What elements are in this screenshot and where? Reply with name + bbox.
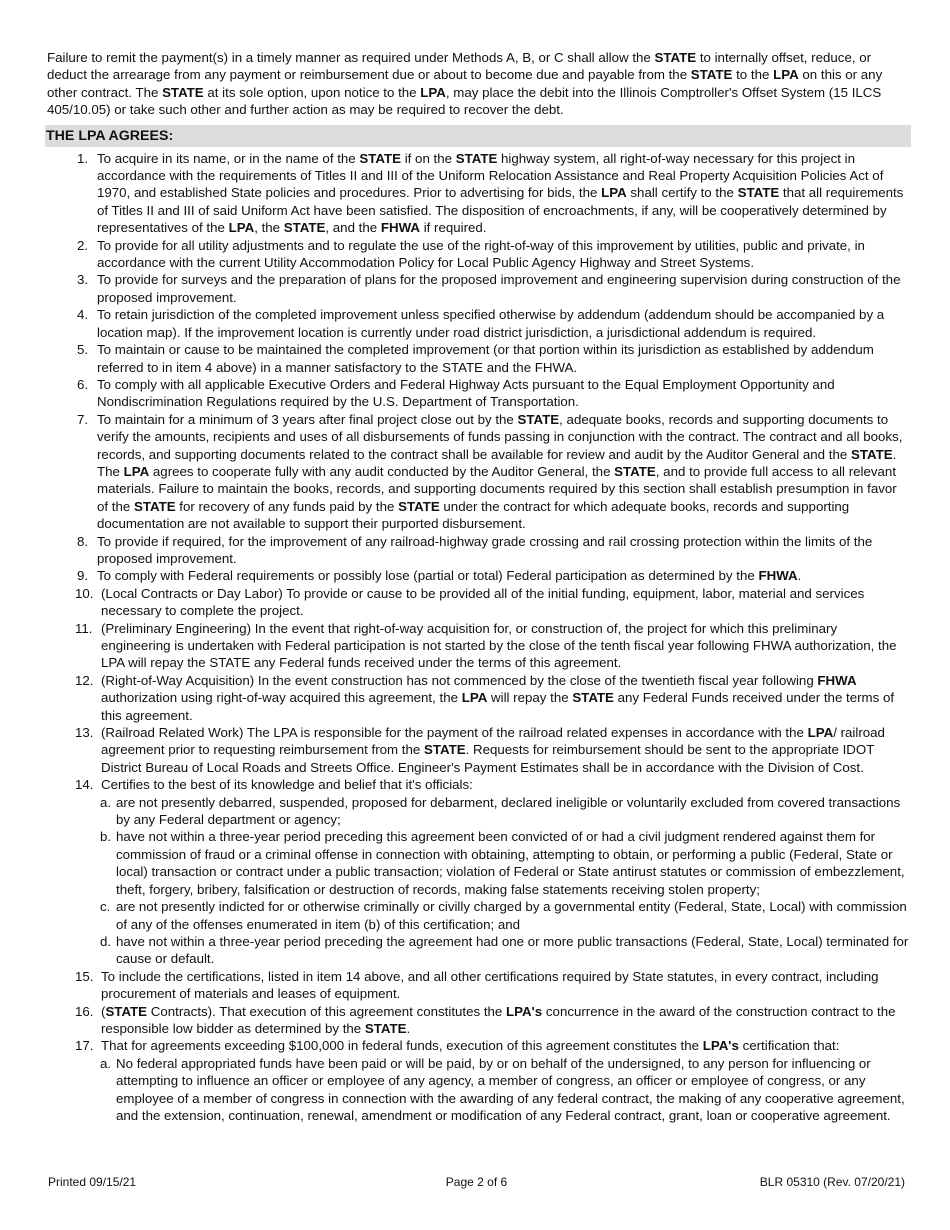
bold-term: STATE bbox=[614, 463, 656, 479]
item-text bbox=[101, 725, 885, 775]
agreement-item bbox=[47, 150, 909, 237]
item-number: 4. bbox=[77, 307, 89, 323]
item-text bbox=[101, 1004, 896, 1036]
bold-term: STATE bbox=[364, 1020, 407, 1036]
item-text bbox=[97, 412, 902, 531]
agreement-item bbox=[47, 376, 909, 411]
agreement-item bbox=[47, 533, 909, 568]
sub-item-letter: a. bbox=[100, 1055, 112, 1071]
text-run: To provide for surveys and the preparation of plans for the proposed improvement and engineering supervision during construction of the proposed improvement. bbox=[97, 272, 901, 305]
item-number: 11. bbox=[75, 620, 93, 636]
bold-term: LPA bbox=[461, 690, 488, 706]
sub-item-text: No federal appropriated funds have been paid or will be paid, by or on behalf of the undersigned, to any person for influencing or attempting to influence an officer or employee of any agency, a member of congress, an officer or employee of congress, or any employee of a member of congress in connection with the awarding of any federal contract, the making of any cooperative agreement, and the extension, continuation, renewal, amendment or modification of any Federal contract, grant, loan or cooperative agreement. bbox=[116, 1055, 905, 1123]
agreement-item bbox=[47, 724, 909, 776]
sub-item bbox=[100, 828, 909, 898]
sub-item bbox=[100, 933, 909, 968]
item-number: 15. bbox=[75, 968, 94, 984]
item-number: 3. bbox=[77, 272, 89, 288]
text-run: . The bbox=[97, 446, 897, 479]
item-text bbox=[97, 568, 801, 583]
bold-term: STATE bbox=[133, 498, 176, 514]
bold-term: LPA's bbox=[702, 1038, 739, 1054]
agreement-item bbox=[47, 672, 909, 724]
agreement-item bbox=[47, 776, 909, 967]
text-run: to the bbox=[732, 67, 774, 83]
page-footer bbox=[48, 1174, 905, 1190]
bold-term: LPA's bbox=[506, 1003, 543, 1019]
bold-term: FHWA bbox=[817, 672, 857, 688]
bold-term: LPA bbox=[601, 185, 627, 201]
agreement-item bbox=[47, 271, 909, 306]
sub-item-text: have not within a three-year period preceding the agreement had one or more public transactions (Federal, State, Local) terminated for cause or default. bbox=[116, 933, 909, 967]
item-number: 6. bbox=[77, 376, 89, 392]
text-run: shall certify to the bbox=[626, 185, 738, 201]
item-text bbox=[101, 586, 864, 618]
agreement-item bbox=[47, 585, 909, 620]
section-heading bbox=[45, 125, 911, 147]
bold-term: LPA bbox=[807, 725, 834, 741]
text-run: if required. bbox=[420, 220, 487, 236]
item-number: 1. bbox=[77, 150, 89, 166]
text-run: To retain jurisdiction of the completed improvement unless specified otherwise by addendum (addendum should be accompanied by a location map). If the improvement location is currently under road district jurisdiction, a jurisdictional addendum is required. bbox=[97, 307, 885, 340]
text-run: To maintain for a minimum of 3 years after final project close out by the bbox=[97, 411, 518, 427]
intro-paragraph bbox=[47, 49, 909, 119]
text-run: . bbox=[797, 568, 802, 584]
agreement-item bbox=[47, 411, 909, 533]
sub-item-text: are not presently indicted for or otherwise criminally or civilly charged by a governmental entity (Federal, State, Local) with commission of any of the offenses enumerated in item (b) of this certification; and bbox=[116, 899, 907, 932]
form-number: BLR 05310 (Rev. 07/20/21) bbox=[759, 1175, 905, 1189]
sub-item-letter: b. bbox=[100, 829, 112, 845]
item-number: 12. bbox=[75, 672, 94, 688]
text-run: To comply with Federal requirements or possibly lose (partial or total) Federal participation as determined by the bbox=[97, 568, 759, 584]
bold-term: STATE bbox=[654, 50, 697, 65]
bold-term: STATE bbox=[572, 690, 614, 706]
agreement-item bbox=[47, 306, 909, 341]
printed-date: Printed 09/15/21 bbox=[48, 1175, 137, 1189]
agreement-item bbox=[47, 341, 909, 376]
text-run: on this or any other contract. The bbox=[47, 67, 883, 100]
text-run: , the bbox=[254, 220, 284, 236]
agreement-item bbox=[47, 237, 909, 272]
item-text bbox=[101, 777, 473, 792]
bold-term: STATE bbox=[423, 742, 466, 758]
text-run: , and the bbox=[325, 220, 381, 236]
text-run: if on the bbox=[401, 150, 456, 166]
text-run: will repay the bbox=[487, 690, 573, 706]
sub-item-letter: c. bbox=[100, 899, 111, 915]
sub-item-text: are not presently debarred, suspended, proposed for debarment, declared ineligible or voluntarily excluded from covered transactions by any Federal department or agency; bbox=[116, 794, 901, 828]
item-number: 2. bbox=[77, 237, 89, 253]
item-text bbox=[97, 377, 835, 409]
text-run: To include the certifications, listed in item 14 above, and all other certifications required by State statutes, in every contract, including procurement of materials and leases of equipment. bbox=[101, 968, 879, 1002]
agreement-list bbox=[47, 150, 909, 1125]
item-number: 9. bbox=[77, 568, 89, 584]
text-run: . bbox=[406, 1020, 411, 1036]
item-number: 14. bbox=[75, 777, 94, 793]
item-number: 13. bbox=[75, 725, 94, 741]
text-run: ( bbox=[101, 1003, 106, 1019]
bold-term: STATE bbox=[105, 1003, 148, 1019]
item-text bbox=[97, 272, 900, 304]
text-run: To provide if required, for the improvement of any railroad-highway grade crossing and rail crossing protection within the limits of the proposed improvement. bbox=[97, 533, 873, 566]
agreement-item bbox=[47, 968, 909, 1003]
item-number: 10. bbox=[75, 585, 94, 601]
bold-term: LPA bbox=[420, 84, 446, 100]
sub-item bbox=[100, 898, 909, 933]
item-text bbox=[97, 238, 865, 270]
bold-term: STATE bbox=[455, 150, 498, 166]
text-run: any Federal Funds received under the terms of this agreement. bbox=[101, 690, 895, 723]
text-run: , may place the debit into the Illinois Comptroller's Offset System (15 ILCS 405/10.05) or take such other and further action as may be required to recover the debt. bbox=[47, 84, 882, 118]
text-run: (Right-of-Way Acquisition) In the event construction has not commenced by the close of the twentieth fiscal year following bbox=[101, 672, 818, 688]
text-run: . Requests for reimbursement should be sent to the appropriate IDOT District Bureau of Local Roads and Streets Office. Engineer's Payment Estimates shall be in accordance with the Division of Cost. bbox=[101, 742, 875, 775]
bold-term: LPA bbox=[773, 67, 799, 83]
text-run: To maintain or cause to be maintained the completed improvement (or that portion within its jurisdiction as established by addendum referred to in item 4 above) in a manner satisfactory to the STATE and the FHWA. bbox=[97, 342, 874, 375]
text-run: That for agreements exceeding $100,000 in federal funds, execution of this agreement constitutes the bbox=[101, 1038, 703, 1054]
page-number: Page 2 of 6 bbox=[445, 1175, 508, 1189]
text-run: to internally offset, reduce, or deduct the arrearage from any payment or reimbursement due or about to become due and payable from the bbox=[47, 50, 872, 83]
text-run: for recovery of any funds paid by the bbox=[175, 498, 399, 514]
section-heading-text: THE LPA AGREES: bbox=[46, 127, 174, 144]
item-text bbox=[97, 342, 874, 374]
text-run: authorization using right-of-way acquired this agreement, the bbox=[101, 690, 462, 706]
agreement-item bbox=[47, 567, 909, 584]
bold-term: STATE bbox=[690, 67, 733, 83]
text-run: Certifies to the best of its knowledge and belief that it's officials: bbox=[101, 777, 473, 793]
item-number: 17. bbox=[75, 1038, 94, 1054]
text-run: at its sole option, upon notice to the bbox=[203, 84, 421, 100]
item-text bbox=[101, 621, 897, 671]
bold-term: STATE bbox=[283, 220, 326, 236]
item-text bbox=[101, 673, 894, 723]
sub-item-letter: a. bbox=[100, 794, 112, 810]
item-number: 16. bbox=[75, 1003, 94, 1019]
bold-term: STATE bbox=[359, 150, 402, 166]
bold-term: STATE bbox=[162, 84, 204, 100]
text-run: (Local Contracts or Day Labor) To provide or cause to be provided all of the initial funding, equipment, labor, material and services necessary to complete the project. bbox=[101, 585, 865, 619]
bold-term: STATE bbox=[850, 446, 893, 462]
item-number: 7. bbox=[77, 411, 89, 427]
text-run: To acquire in its name, or in the name of the bbox=[97, 150, 360, 166]
text-run: To comply with all applicable Executive Orders and Federal Highway Acts pursuant to the Equal Employment Opportunity and Nondiscrimination Regulations required by the U.S. Department of Transportation. bbox=[97, 376, 835, 410]
sub-list bbox=[101, 794, 909, 968]
agreement-item bbox=[47, 1037, 909, 1124]
text-run: (Railroad Related Work) The LPA is responsible for the payment of the railroad related expenses in accordance with the bbox=[101, 725, 808, 741]
text-run: To provide for all utility adjustments and to regulate the use of the right-of-way of this improvement by utilities, public and private, in accordance with the current Utility Accommodation Policy for Local Public Agency Highway and Street Systems. bbox=[97, 237, 865, 271]
text-run: highway system, all right-of-way necessary for this project in accordance with the requirements of Titles II and III of the Uniform Relocation Assistance and Real Property Acquisition Policies Act of 1970, and established State policies and procedures. Prior to advertising for bids, the bbox=[97, 150, 884, 201]
document-page bbox=[47, 49, 909, 1124]
text-run: concurrence in the award of the construction contract to the responsible low bidder as determined by the bbox=[101, 1003, 896, 1036]
text-run: agrees to cooperate fully with any audit conducted by the Auditor General, the bbox=[149, 463, 615, 479]
text-run: , and to provide full access to all relevant materials. Failure to maintain the books, records, and supporting documents required by this section shall establish presumption in favor of the bbox=[97, 463, 897, 514]
text-run: / railroad agreement prior to requesting reimbursement from the bbox=[101, 725, 885, 758]
sub-item-text: have not within a three-year period preceding this agreement been convicted of or had a civil judgment rendered against them for commission of fraud or a criminal offense in connection with obtaining, attempting to obtain, or performing a public (Federal, State or local) transaction or contract under a public transaction; violation of Federal or State antirust statutes or commission of embezzlement, theft, forgery, bribery, falsification or destruction of records, making false statements receiving stolen property; bbox=[116, 829, 905, 897]
item-number: 8. bbox=[77, 533, 89, 549]
item-text bbox=[97, 534, 872, 566]
item-text bbox=[101, 969, 879, 1001]
text-run: under the contract for which adequate books, records and supporting documentation are not available to support their purported disbursement. bbox=[97, 498, 850, 532]
bold-term: FHWA bbox=[758, 568, 798, 584]
agreement-item bbox=[47, 1003, 909, 1038]
agreement-item bbox=[47, 620, 909, 672]
item-number: 5. bbox=[77, 342, 89, 358]
bold-term: FHWA bbox=[380, 220, 420, 236]
text-run: Contracts). That execution of this agreement constitutes the bbox=[147, 1003, 507, 1019]
item-text bbox=[97, 151, 903, 236]
text-run: Failure to remit the payment(s) in a timely manner as required under Methods A, B, or C shall allow the bbox=[47, 50, 655, 65]
sub-item-letter: d. bbox=[100, 933, 112, 949]
sub-item bbox=[100, 1055, 909, 1125]
text-run: certification that: bbox=[738, 1038, 840, 1054]
text-run: that all requirements of Titles II and III of said Uniform Act have been satisfied. The disposition of encroachments, if any, will be cooperatively determined by representatives of the bbox=[97, 185, 904, 236]
bold-term: STATE bbox=[737, 185, 780, 201]
sub-item bbox=[100, 794, 909, 829]
item-text bbox=[97, 307, 884, 339]
sub-list bbox=[101, 1055, 909, 1125]
item-text bbox=[101, 1038, 839, 1053]
bold-term: STATE bbox=[398, 498, 440, 514]
text-run: , adequate books, records and supporting documents to verify the amounts, recipients and uses of all disbursements of funds passing in conjunction with the contract. The contract and all books, records, and supporting documents related to the contract shall be available for review and audit by the Auditor General and the bbox=[97, 411, 903, 462]
text-run: (Preliminary Engineering) In the event that right-of-way acquisition for, or construction of, the project for which this preliminary engineering is undertaken with Federal participation is not started by the close of the tenth fiscal year following FHWA authorization, the LPA will repay the STATE any Federal funds received under the terms of this agreement. bbox=[101, 620, 897, 671]
bold-term: LPA bbox=[228, 220, 255, 236]
bold-term: STATE bbox=[517, 411, 560, 427]
bold-term: LPA bbox=[123, 463, 150, 479]
